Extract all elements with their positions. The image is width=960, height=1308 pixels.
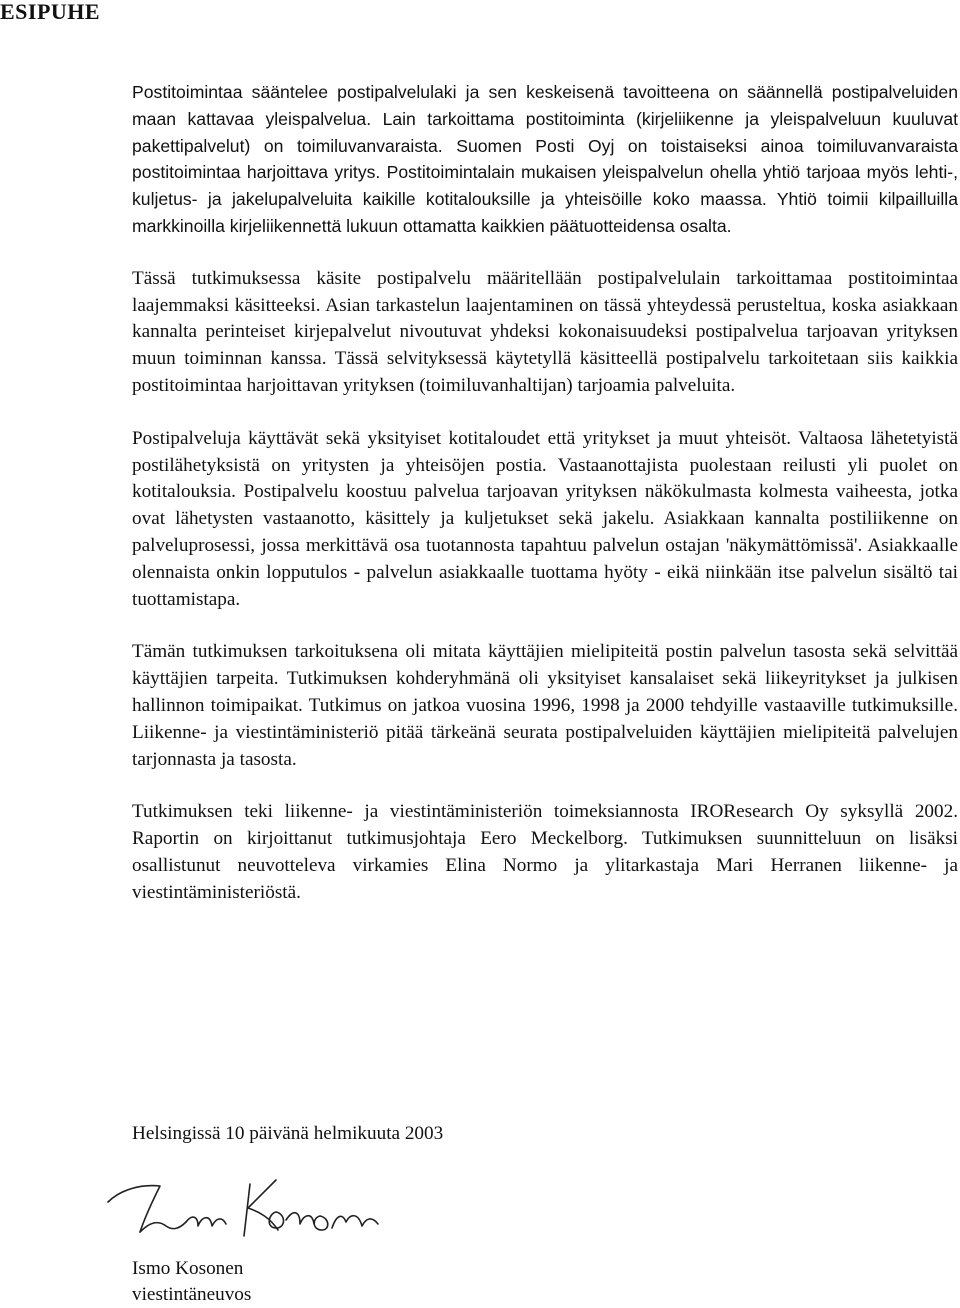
signer-name: Ismo Kosonen <box>132 1258 244 1279</box>
signer-title: viestintäneuvos <box>132 1284 252 1305</box>
place-and-date: Helsingissä 10 päivänä helmikuuta 2003 <box>132 1123 444 1144</box>
page-heading: ESIPUHE <box>0 0 101 24</box>
paragraph-postal-regulation: Postitoimintaa sääntelee postipalvelulaki ja sen keskeisenä tavoitteena on säännellä postipalveluiden maan kattavaa yleispalvelua. Lain tarkoittama postitoiminta (kirjeliikenne ja yleispalveluun kuuluvat pakettipalvelut) on toimiluvanvaraista. Suomen Posti Oyj on toistaiseksi ainoa toimiluvanvaraista postitoimintaa harjoittava yritys. Postitoimintalain mukaisen yleispalvelun ohella yhtiö tarjoaa myös lehti-, kuljetus- ja jakelupalveluita kaikille kotitalouksille ja yhteisöille koko maassa. Yhtiö toimii kilpailluilla markkinoilla kirjeliikennettä lukuun ottamatta kaikkien päätuotteidensa osalta. <box>132 82 958 236</box>
paragraph-postal-service-definition: Tässä tutkimuksessa käsite postipalvelu määritellään postipalvelulain tarkoittamaa postitoimintaa laajemmaksi käsitteeksi. Asian tarkastelun laajentaminen on tässä yhteydessä perusteltua, koska asiakkaan kannalta perinteiset kirjepalvelut nivoutuvat yhdeksi kokonaisuudeksi postipalvelua tarjoavan yrityksen muun toiminnan kanssa. Tässä selvityksessä käytetyllä käsitteellä postipalvelu tarkoitetaan siis kaikkia postitoimintaa harjoittavan yrityksen (toimiluvanhaltijan) tarjoamia palveluita. <box>132 267 958 396</box>
handwritten-signature <box>100 1172 400 1248</box>
paragraph-postal-users: Postipalveluja käyttävät sekä yksityiset kotitaloudet että yritykset ja muut yhteisöt. Valtaosa lähetetyistä postilähetyksistä on yritysten ja yhteisöjen postia. Vastaanottajista puolestaan reilusti yli puolet on kotitalouksia. Postipalvelu koostuu palvelua tarjoavan yrityksen näkökulmasta kolmesta vaiheesta, jotka ovat lähetysten vastaanotto, käsittely ja kuljetukset sekä jakelu. Asiakkaan kannalta postiliikenne on palveluprosessi, jossa merkittävä osa tuotannosta tapahtuu palvelun ostajan 'näkymättömissä'. Asiakkaalle olennaista onkin lopputulos - palvelun asiakkaalle tuottama hyöty - eikä niinkään itse palvelun sisältö tai tuottamistapa. <box>132 427 958 610</box>
paragraph-study-purpose: Tämän tutkimuksen tarkoituksena oli mitata käyttäjien mielipiteitä postin palvelun tasosta sekä selvittää käyttäjien tarpeita. Tutkimuksen kohderyhmänä oli yksityiset kansalaiset sekä liikeyritykset ja julkisen hallinnon toimipaikat. Tutkimus on jatkoa vuosina 1996, 1998 ja 2000 tehdyille vastaaville tutkimuksille. Liikenne- ja viestintäministeriö pitää tärkeänä seurata postipalveluiden käyttäjien mielipiteitä palvelujen tarjonnasta ja tasosta. <box>132 641 958 770</box>
paragraph-study-authors: Tutkimuksen teki liikenne- ja viestintäministeriön toimeksiannosta IROResearch Oy syksyllä 2002. Raportin on kirjoittanut tutkimusjohtaja Eero Meckelborg. Tutkimuksen suunnitteluun on lisäksi osallistunut neuvotteleva virkamies Elina Normo ja ylitarkastaja Mari Herranen liikenne- ja viestintäministeriöstä. <box>132 801 958 903</box>
signer-block <box>132 1256 251 1308</box>
preface-body <box>132 79 958 933</box>
